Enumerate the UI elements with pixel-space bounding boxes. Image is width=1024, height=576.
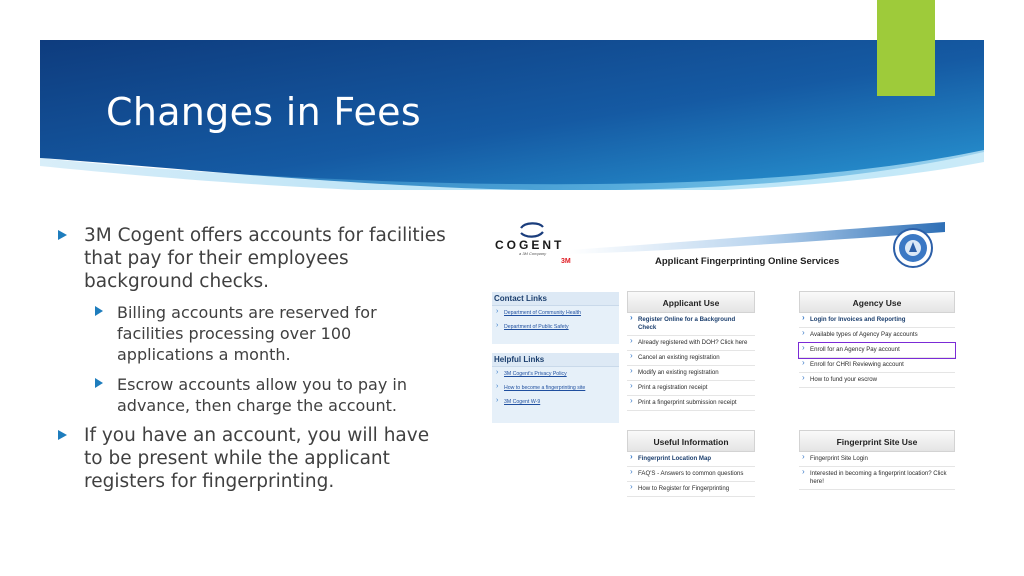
helpful-links-heading: Helpful Links [492, 353, 619, 367]
applicant-use-heading: Applicant Use [627, 291, 755, 313]
agency-pay-types-link[interactable]: › Available types of Agency Pay accounts [799, 328, 955, 343]
enroll-chri-link[interactable]: › Enroll for CHRI Reviewing account [799, 358, 955, 373]
modify-registration-link[interactable]: › Modify an existing registration [627, 366, 755, 381]
useful-info-panel [627, 430, 755, 497]
bullet-text: 3M Cogent offers accounts for facilities that pay for their employees background checks. [84, 225, 446, 292]
accent-tab [877, 0, 935, 96]
contact-links-heading: Contact Links [492, 292, 619, 306]
sub-bullet-item [95, 302, 448, 365]
bullet-arrow-icon [95, 306, 103, 316]
slide-title: Changes in Fees [106, 90, 421, 134]
register-online-link[interactable]: › Register Online for a Background Check [627, 313, 755, 336]
link-become-fingerprinting-site[interactable]: › How to become a fingerprinting site [492, 381, 619, 395]
sub-bullet-text: Escrow accounts allow you to pay in advance, then charge the account. [117, 375, 407, 415]
service-title: Applicant Fingerprinting Online Services [655, 256, 840, 267]
website-screenshot [489, 220, 959, 510]
sub-bullet-text: Billing accounts are reserved for facilities processing over 100 applications a month. [117, 303, 377, 364]
login-invoices-link[interactable]: › Login for Invoices and Reporting [799, 313, 955, 328]
how-to-register-link[interactable]: › How to Register for Fingerprinting [627, 482, 755, 497]
agency-use-heading: Agency Use [799, 291, 955, 313]
bullet-arrow-icon [58, 430, 67, 440]
helpful-links-panel [492, 353, 619, 423]
sub-bullet-item [95, 374, 448, 416]
cancel-registration-link[interactable]: › Cancel an existing registration [627, 351, 755, 366]
link-privacy-policy[interactable]: › 3M Cogent's Privacy Policy [492, 367, 619, 381]
useful-info-heading: Useful Information [627, 430, 755, 452]
header-swoosh [549, 220, 945, 256]
link-cogent-w9[interactable]: › 3M Cogent W-9 [492, 395, 619, 409]
3m-logo: 3M [561, 258, 571, 265]
contact-links-panel [492, 292, 619, 344]
bullet-arrow-icon [58, 230, 67, 240]
already-registered-link[interactable]: › Already registered with DOH? Click here [627, 336, 755, 351]
print-submission-receipt-link[interactable]: › Print a fingerprint submission receipt [627, 396, 755, 411]
print-registration-receipt-link[interactable]: › Print a registration receipt [627, 381, 755, 396]
logo-subtitle: a 3M Company [519, 251, 547, 256]
cogent-swirl-icon [517, 222, 547, 238]
enroll-agency-pay-link[interactable]: › Enroll for an Agency Pay account [799, 343, 955, 358]
fund-escrow-link[interactable]: › How to fund your escrow [799, 373, 955, 388]
location-map-link[interactable]: › Fingerprint Location Map [627, 452, 755, 467]
bullet-item [58, 224, 448, 293]
applicant-use-panel [627, 291, 755, 411]
link-department-community-health[interactable]: › Department of Community Health [492, 306, 619, 320]
fingerprint-site-panel [799, 430, 955, 490]
bullet-arrow-icon [95, 378, 103, 388]
state-seal-icon [893, 228, 933, 268]
bullet-list [58, 224, 448, 493]
fingerprint-site-heading: Fingerprint Site Use [799, 430, 955, 452]
faq-link[interactable]: › FAQ'S - Answers to common questions [627, 467, 755, 482]
link-department-public-safety[interactable]: › Department of Public Safety [492, 320, 619, 334]
bullet-text: If you have an account, you will have to be present while the applicant registers for fingerprinting. [84, 425, 430, 492]
bullet-item [58, 424, 448, 493]
site-login-link[interactable]: › Fingerprint Site Login [799, 452, 955, 467]
become-location-link[interactable]: › Interested in becoming a fingerprint location? Click here! [799, 467, 955, 490]
agency-use-panel [799, 291, 955, 388]
cogent-logo: COGENT [495, 238, 565, 252]
